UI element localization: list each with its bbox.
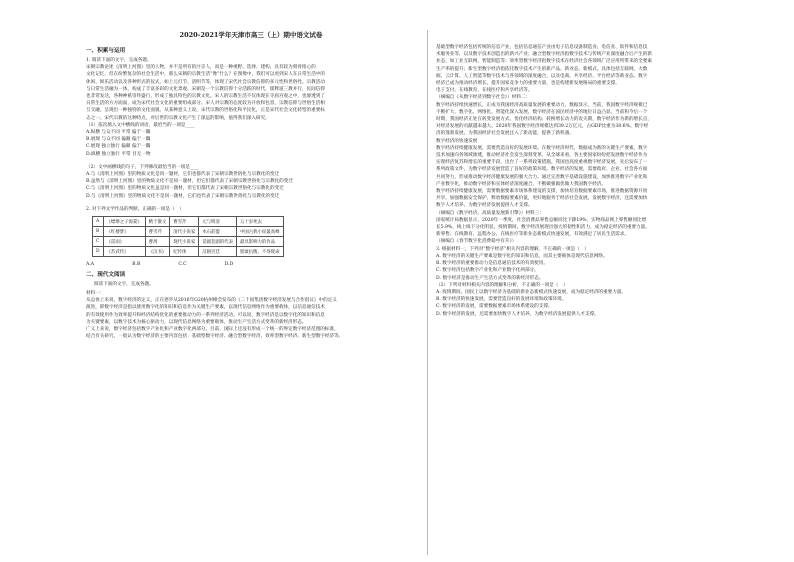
passage-line: 国家统计局数据显示，2020年一季度，社会消费品零售总额同比下降19%，实物商品网上零售额同比增	[436, 217, 647, 223]
passage-line: （1）依次填入文中横线的词语，最恰当的一项是____	[86, 122, 195, 128]
material-2-text	[436, 102, 772, 138]
passage-line: 广义上来说，数字经济包括数字产业化和产业数字化两部分。目前，国际上还没有形成一个统一的界定数字经济范围的标准，	[86, 326, 339, 332]
passage-line: 对经济发展的贡献越来越大。2020年我国数字经济规模达到39.2万亿元，占GDP比重为38.6%。数字经	[436, 124, 649, 130]
passage-line: 共同努力，形成推动数字经济健康发展的强大合力。通过完善数字基础设施建设，加快推进数字产业化和	[436, 174, 648, 180]
reading-intro: 阅读下面的文字，完成各题。	[94, 282, 154, 288]
table-cell: 《雷雨》	[103, 237, 145, 247]
passage-line: 也非常发达，各种神祇崇拜盛行，形成了独具特色的宗教文化。宋人的宗教生活不仅体现在寺庙宫观之中，也渗透到了	[86, 94, 325, 100]
passage-line: 电子支付、在线教育、在线医疗和共享经济等。	[436, 88, 533, 94]
table-row	[93, 227, 284, 237]
answer-choice: C.C	[178, 262, 187, 268]
table-cell: 曹雪芹	[170, 217, 199, 227]
option-line: D. 数字经济的发展，还需要加快数字人才培养，为数字经济发展提供人才支撑。	[436, 311, 599, 317]
question-1b-options	[86, 171, 416, 200]
passage-line: 志之一。宋代宗教的这种特点，对后世的宗教文化产生了深远的影响，值得我们深入研究。	[86, 115, 270, 121]
passage-line: 演进，即数字经济是指以使用数字化的知识和信息作为关键生产要素，以现代信息网络作为重要载体，以信息通信技术	[86, 305, 325, 311]
table-cell: 曹雪芹	[145, 227, 170, 237]
option-line: C.与《清明上河图》里的物质文化虽是同一题材，但它们都代表了宋朝宗教世俗化与宗教化的变迁	[86, 186, 284, 192]
material-3-text	[436, 145, 772, 210]
passage-line: 实现经济复苏和增长的重要手段，出台了一系列政策措施。我国也高度重视数字经济发展，先后发布了一	[436, 160, 648, 166]
material-1-text	[86, 297, 416, 340]
table-cell: 《苏武传》	[103, 247, 145, 257]
passage-line: 互交融，呈现出一种独特的文化面貌。从某种意义上说，宋代宗教的世俗化和平民化，正是宋代社会文化转型的重要标	[86, 108, 325, 114]
question-1-intro: 1. 阅读下面的文字，完成各题。	[86, 58, 152, 63]
option-line: B. 数字经济的快速发展，需要营造良好的发展环境和政策环境。	[436, 297, 567, 303]
material-3-heading: 数字经济的快速发展	[436, 138, 478, 144]
table-cell: 元与明清	[199, 217, 237, 227]
table-cell: 《红楼梦》	[103, 227, 145, 237]
right-column	[436, 44, 772, 318]
right-passage	[436, 44, 772, 94]
table-cell: 胆敢抗衡，不辱使命	[236, 247, 283, 257]
table-row	[93, 217, 284, 227]
passage-line: 济的蓬勃发展，为我国经济社会发展注入了新动能，提供了新机遇。	[436, 131, 574, 137]
passage-line: 从总体上来说，数字经济的定义，正在逐步从2016年G20杭州峰会发布的《二十国集团数字经济发展与合作倡议》中的定义	[86, 298, 337, 304]
passage-line: 技术加速向各领域渗透，推动经济社会发生深刻变革。从全球来看，各主要国家纷纷把发展数字经济作为	[436, 153, 648, 159]
question-3-options	[436, 253, 772, 282]
passage-line: 新零售、在线教育、远程办公、在线医疗等新业态新模式快速发展，有效满足了居民生活需求。	[436, 232, 629, 238]
passage-line: 术服务业等，以及数字技术创造出的新兴产业；融合型数字经济指数字技术与传统产业深度融合后产生的新	[436, 52, 652, 58]
passage-line: 基础型数字经济包括传统的信息产业，包括信息通信产业由电子信息设备制造业、电信业、软件和信息技	[436, 45, 648, 50]
answer-choice: B.B	[132, 262, 141, 268]
table-cell: 最具影响力的作品	[236, 237, 283, 247]
table-cell: 木石前盟	[199, 227, 237, 237]
table-cell: A	[93, 217, 104, 227]
table-cell: C	[93, 237, 104, 247]
passage-line: 经济已成为推动经济增长、提升国家竞争力的重要力量，也是构建新发展格局的重要支撑。	[436, 81, 620, 87]
option-line: B. 数字经济的重要推动力是信息通信技术的有效使用。	[436, 261, 548, 267]
passage-line: 不断扩大，数字化、网络化、智能化深入发展，数字经济在国民经济中的地位日益凸显。当前和今后一个	[436, 109, 648, 115]
passage-line: 产业数字化，推动数字经济和实体经济深度融合，不断做强做优做大我国数字经济。	[436, 181, 606, 187]
table-cell: 精于散文	[145, 217, 170, 227]
option-line: D.纵横 独立独行 平常 目无一物	[86, 151, 151, 157]
table-row	[93, 247, 284, 257]
column-divider	[427, 30, 428, 555]
passage-line: 数字经济持续快速增长，正成为我国经济高质量发展的重要动力。数据显示，当前，我国数字经济规模已	[436, 102, 648, 108]
passage-line: 宋朝宗教论述《清明上河图》里的人物，并不是所有的汴京人，而是一种视野、选择、建构，具有较为刻骨铭心的	[86, 65, 316, 71]
option-line: D. 数字经济是推动生产生活方式变革的新经济形态。	[436, 275, 544, 281]
question-1b-stem: （2）文中画横线的句子，下列修改最恰当的一项是____	[86, 164, 200, 170]
table-cell: D	[93, 247, 104, 257]
passage-line: 结合有关研究，一般认为数字经济的主要内容包括：基础型数字经济、融合型数字经济、效率型数字经济、新生型数字经济等。	[86, 334, 344, 340]
table-cell: 现代小说家	[170, 237, 199, 247]
passage-line: 长5.9%，线上线下分化明显。疫情期间，数字经济展现出强大的韧性和活力，成为稳定经济的重要力量。	[436, 225, 650, 231]
option-line: C.展现 独立独行 偏颇 偏于一隅	[86, 144, 151, 150]
passage-line: 据、云计算、人工智能等数字技术与各领域的深度融合，以及电商、共享经济、平台经济等新业态。数字	[436, 73, 648, 79]
passage-line: 与日常生活融为一体，构成了丰富多彩的文化景观。宋朝是一个宗教信仰十分活跃的时代，儒释道三教并行，民间信仰	[86, 86, 325, 92]
material-label: 材料一：	[86, 290, 105, 296]
option-line: A.与《清明上河图》里的物质文化是同一题材，它们也都代表了宋朝宗教世俗化与宗教化的变迁	[86, 172, 280, 178]
passage-line: 数字人才培养，为数字经济发展提供人才支撑。	[436, 203, 533, 209]
question-2-stem: 2. 对下列文学作品的判断，正确的一项是（ ）	[86, 206, 184, 212]
question-1-options	[86, 129, 416, 158]
section-heading: 二、现代文阅读	[86, 272, 126, 279]
passage-line: 共享，加强数据安全保护，释放数据要素价值，更好地服务于经济社会发展。发展数字经济，还需要加快	[436, 196, 648, 202]
table-cell: 五十岁死去	[236, 217, 283, 227]
material-4-source: （摘编自《数字经济，高质量发展新引擎》）材料三：	[436, 210, 544, 216]
option-line: C. 数字经济包括数字产业化和产业数字化两部分。	[436, 268, 539, 274]
table-cell: 《缥缈之子海棠》	[103, 217, 145, 227]
question-2-table	[92, 216, 284, 257]
passage-line: 时期，我国经济正处在转变发展方式、优化经济结构、转换增长动力的攻关期，数字经济作为新的增长点，	[436, 117, 652, 123]
question-3-stem: 3. 根据材料一，下列对“数字经济”相关内容的理解，不正确的一项是（ ）	[436, 246, 589, 252]
option-line: B.展现 与众不同 偏颇 偏于一隅	[86, 137, 151, 143]
left-column	[86, 44, 416, 340]
table-cell: 中国古典小说最高峰	[236, 227, 283, 237]
material-2-source: （摘编自《从数字经济到数字社会》）材料二：	[436, 95, 531, 101]
answer-choice: D.D	[224, 262, 234, 268]
section-heading: 一、积累与运用	[86, 48, 126, 54]
passage-line: 业态，如工业互联网、智能制造等；效率型数字经济指数字技术在经济社会各领域广泛应用所带来的全要素	[436, 59, 652, 65]
passage-line: 的有效使用作为效率提升和经济结构优化的重要推动力的一系列经济活动。可以说，数字经济是以数字化的知识和信息	[86, 312, 325, 318]
question-1-passage	[86, 64, 416, 129]
option-line: C. 数字经济的发展，需要数据要素市场体系建设的支撑。	[436, 304, 553, 310]
question-4-options	[436, 289, 772, 318]
option-line: D.与《清明上河图》里的物质文化不是同一题材，它们也代表了宋朝宗教世俗化与宗教化的变迁	[86, 193, 280, 199]
table-cell: 清代小说家	[170, 227, 199, 237]
passage-line: 生产率的提升；新生型数字经济指依托数字技术产生的新产品、新业态、新模式。具体包括互联网、大数	[436, 66, 648, 72]
passage-line: 文化记忆，但在纷繁复杂的社会生活中，那么宋朝的宗教生活“像”什么？在图像中，我们可以看到宋人在日常生活中的	[86, 72, 325, 78]
passage-line: 日常生活的方方面面，成为宋代社会文化的重要组成部分。宋人对宗教的态度较为开放和包容，宗教信仰与世俗生活相	[86, 101, 325, 107]
material-4-text	[436, 217, 772, 246]
passage-line: 为关键要素，以数字技术为核心驱动力，以现代信息网络为重要载体，推动生产生活方式变革的新经济形态。	[86, 319, 307, 325]
option-line: A. 疫情期间，国民上以数字经济为基础的新业态新模式快速发展，成为稳定经济的重要力量。	[436, 289, 626, 295]
question-2-answers	[86, 261, 416, 268]
passage-line: 数字经济持续健康发展，需要数据要素市场体系建设的支撑，加快培育数据要素市场，推进数据资源开放	[436, 189, 648, 195]
table-cell: 曹禺	[145, 237, 170, 247]
passage-line: 休闲、娱乐活动以及各种形式的仪式，如上元灯节、清明节等，体现了宋代社会宗教信仰的多元性和世俗性。宗教活动	[86, 79, 325, 85]
answer-choice: A.A	[86, 262, 95, 268]
table-cell: B	[93, 227, 104, 237]
question-4-stem: （2）下列对材料相关内容的理解和分析，不正确的一项是（ ）	[436, 282, 568, 288]
passage-line: 数字经济持续健康发展，需要营造良好的发展环境。在数字经济时代，数据成为新的关键生产要素，数字	[436, 145, 648, 151]
table-cell: 汉朝宫廷	[199, 247, 237, 257]
page-title: 2020-2021学年天津市高三（上）期中语文试卷	[179, 31, 323, 39]
option-line: A.纵横 与众不同 平常 偏于一隅	[86, 130, 151, 136]
option-line: B.虽然与《清明上河图》里的物质文化不是同一题材，但它们都代表了宋朝宗教世俗化与宗教化的变迁	[86, 179, 293, 185]
option-line: A. 数字经济的关键生产要素是数字化的知识和信息，而其主要载体是现代信息网络。	[436, 253, 608, 259]
table-cell: 《汉书》	[145, 247, 170, 257]
passage-line: （摘编自《春节数字化消费稳中有升》）	[436, 239, 517, 245]
table-cell: 纪传体	[170, 247, 199, 257]
table-row	[93, 237, 284, 247]
table-cell: 话剧悲剧的代表	[199, 237, 237, 247]
passage-line: 系列政策文件，为数字经济发展营造了良好的政策环境。数字经济的发展，需要政府、企业、社会各方面	[436, 167, 648, 173]
